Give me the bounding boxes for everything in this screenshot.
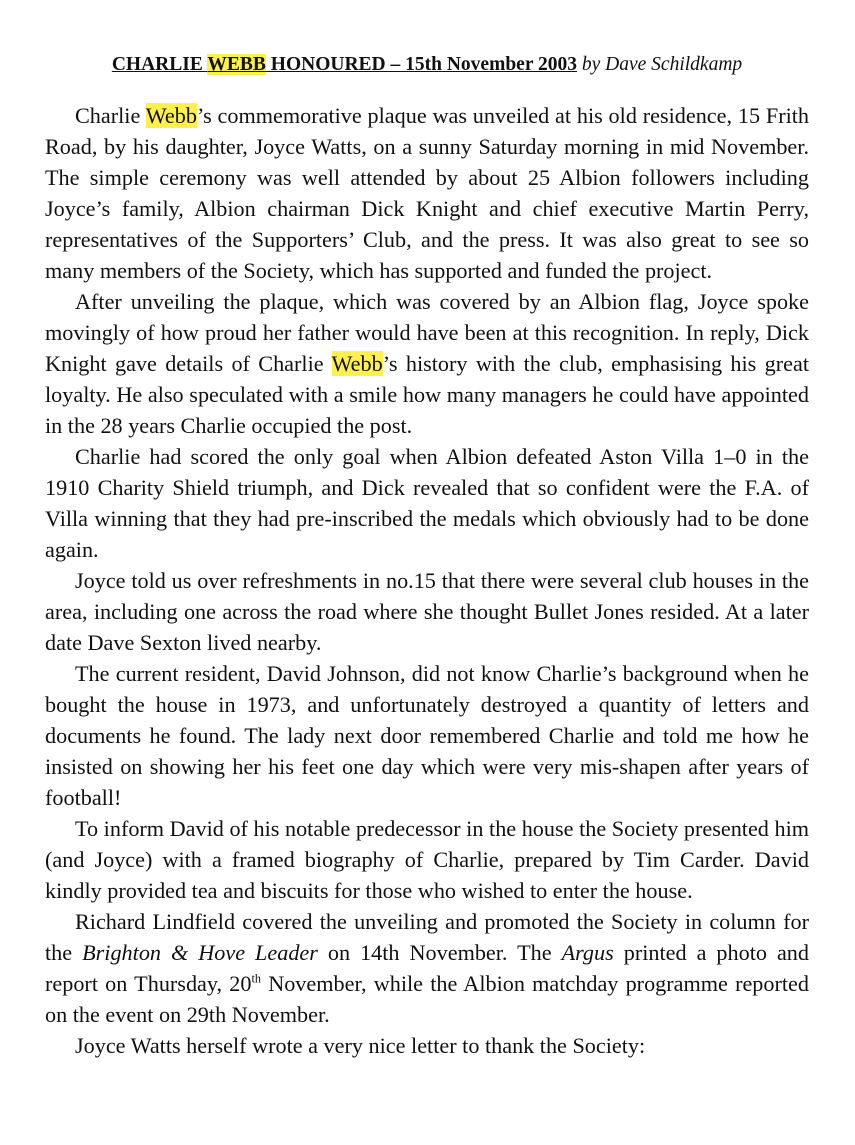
- highlighted-search-term: Webb: [145, 103, 197, 128]
- text-run: November, while the Albion matchday programme reported on the event on 29th November.: [45, 971, 809, 1027]
- paragraph-4: Joyce told us over refreshments in no.15 that there were several club houses in the area, including one across the road where she thought Bullet Jones resided. At a later date Dave Sexton lived nearby.: [45, 568, 809, 655]
- headline: [112, 54, 577, 75]
- publication-title: Argus: [561, 940, 614, 965]
- publication-title: Brighton & Hove Leader: [82, 940, 318, 965]
- paragraph-6: To inform David of his notable predecessor in the house the Society presented him (and Joyce) with a framed biography of Charlie, prepared by Tim Carder. David kindly provided tea and biscuits for those who wished to enter the house.: [45, 816, 809, 903]
- highlighted-search-term: WEBB: [207, 54, 266, 75]
- paragraph-3: Charlie had scored the only goal when Albion defeated Aston Villa 1–0 in the 1910 Charity Shield triumph, and Dick revealed that so confident were the F.A. of Villa winning that they had pre-inscribed the medals which obviously had to be done again.: [45, 444, 809, 562]
- paragraph-7: [45, 906, 809, 1030]
- paragraph-2: [45, 286, 809, 441]
- text-run: printed a photo and report on Thursday, 20: [45, 940, 809, 996]
- headline-prefix: CHARLIE: [111, 54, 208, 75]
- text-run: Richard Lindfield covered the unveiling and promoted the Society in column for the: [45, 909, 809, 965]
- article-title: [45, 52, 809, 78]
- text-run: ’s commemorative plaque was unveiled at his old residence, 15 Frith Road, by his daughter, Joyce Watts, on a sunny Saturday morning in mid November. The simple ceremony was well attended by about 25 Albion followers including Joyce’s family, Albion chairman Dick Knight and chief executive Martin Perry, representatives of the Supporters’ Club, and the press. It was also great to see so many members of the Society, which has supported and funded the project.: [45, 103, 810, 283]
- highlighted-search-term: Webb: [331, 351, 383, 376]
- text-run: After unveiling the plaque, which was covered by an Albion flag, Joyce spoke movingly of how proud her father would have been at this recognition. In reply, Dick Knight gave details of Charlie: [45, 289, 809, 376]
- article-body: [45, 100, 809, 1061]
- text-run: on 14th November. The: [317, 940, 562, 965]
- byline: by Dave Schildkamp: [581, 54, 743, 75]
- ordinal-suffix: th: [251, 971, 261, 986]
- text-run: ’s history with the club, emphasising his great loyalty. He also speculated with a smile how many managers he could have appointed in the 28 years Charlie occupied the post.: [45, 351, 809, 438]
- text-run: Charlie: [75, 103, 146, 128]
- paragraph-5: The current resident, David Johnson, did not know Charlie’s background when he bought the house in 1973, and unfortunately destroyed a quantity of letters and documents he found. The lady next door remembered Charlie and told me how he insisted on showing her his feet one day which were very mis-shapen after years of football!: [45, 661, 809, 810]
- paragraph-8: Joyce Watts herself wrote a very nice letter to thank the Society:: [75, 1033, 646, 1058]
- headline-suffix: HONOURED – 15th November 2003: [265, 54, 577, 75]
- paragraph-1: [45, 100, 809, 286]
